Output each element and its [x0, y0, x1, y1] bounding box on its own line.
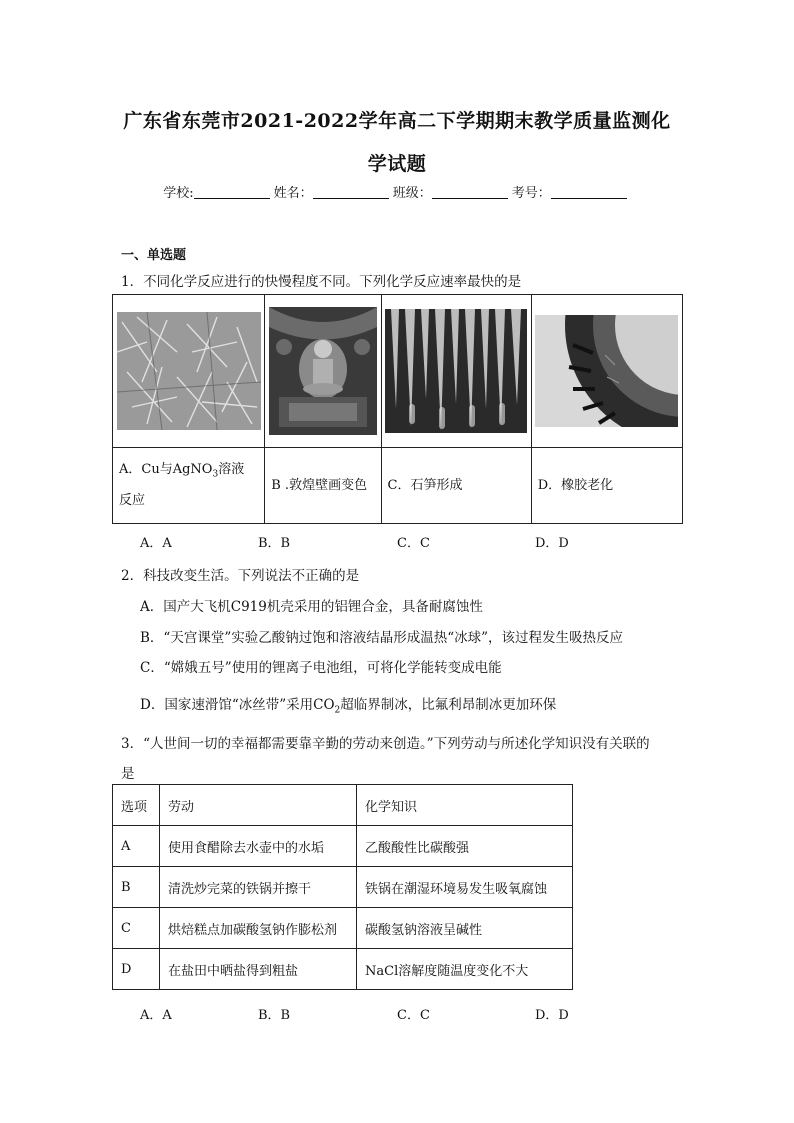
student-info-fields [0, 182, 794, 201]
q1-image-table [112, 294, 683, 524]
q2-option-c[interactable]: C．“嫦娥五号”使用的锂离子电池组，可将化学能转变成电能 [140, 660, 502, 676]
q1-choice-c[interactable]: C．C [397, 536, 430, 551]
q2-stem: 2．科技改变生活。下列说法不正确的是 [121, 568, 360, 584]
dunhuang-mural-image [269, 307, 377, 435]
school-blank [194, 185, 270, 199]
name-blank [313, 185, 389, 199]
q3-stem-line2: 是 [121, 766, 135, 782]
q1-image-cell-a [113, 295, 265, 448]
name-label: 姓名： [273, 186, 313, 201]
exam-number-label: 考号： [511, 186, 551, 201]
exam-title-line1: 广东省东莞市2021-2022学年高二下学期期末教学质量监测化 [123, 110, 671, 132]
q3-stem-line1: 3．“人世间一切的幸福都需要靠辛勤的劳动来创造。”下列劳动与所述化学知识没有关联的 [121, 736, 650, 752]
exam-number-blank [551, 185, 627, 199]
q1-image-cell-d [531, 295, 682, 448]
rubber-tire-image [535, 315, 678, 427]
exam-title-line2: 学试题 [367, 153, 427, 175]
header-labor: 劳动 [160, 785, 357, 826]
school-label: 学校: [163, 186, 194, 201]
q2-option-d[interactable]: D．国家速滑馆“冰丝带”采用$CO_2$超临界制冰，比氟利昂制冰更加环保 [140, 697, 557, 716]
q1-image-cell-b [265, 295, 381, 448]
q1-image-cell-c [381, 295, 531, 448]
q3-table [112, 784, 573, 990]
q3-choice-a[interactable]: A．A [140, 1008, 172, 1023]
q1-choice-a[interactable]: A．A [140, 536, 172, 551]
q1-choice-d[interactable]: D．D [535, 536, 569, 551]
q3-table-header [113, 785, 573, 826]
q1-label-a: A．Cu与AgNO$_3$溶液 反应 [113, 448, 265, 524]
class-label: 班级： [392, 186, 432, 201]
header-knowledge: 化学知识 [357, 785, 573, 826]
q1-label-b: B .敦煌壁画变色 [265, 448, 381, 524]
table-row: D 在盐田中晒盐得到粗盐 NaCl溶解度随温度变化不大 [113, 949, 573, 990]
stalactite-image [385, 309, 527, 433]
table-row: B 清洗炒完菜的铁锅并擦干 铁锅在潮湿环境易发生吸氧腐蚀 [113, 867, 573, 908]
q1-choice-b[interactable]: B．B [258, 536, 291, 551]
section-title: 一、单选题 [121, 248, 187, 263]
class-blank [432, 185, 508, 199]
q3-choice-c[interactable]: C．C [397, 1008, 430, 1023]
table-row: A 使用食醋除去水壶中的水垢 乙酸酸性比碳酸强 [113, 826, 573, 867]
q1-stem: 1．不同化学反应进行的快慢程度不同。下列化学反应速率最快的是 [121, 274, 522, 290]
silver-crystal-image [117, 312, 261, 430]
header-option: 选项 [113, 785, 160, 826]
q1-label-d: D．橡胶老化 [531, 448, 682, 524]
q3-choice-d[interactable]: D．D [535, 1008, 569, 1023]
q2-option-a[interactable]: A．国产大飞机C919机壳采用的铝锂合金，具备耐腐蚀性 [140, 599, 483, 615]
q2-option-b[interactable]: B．“天宫课堂”实验乙酸钠过饱和溶液结晶形成温热“冰球”，该过程发生吸热反应 [140, 630, 624, 646]
q1-label-c: C．石笋形成 [381, 448, 531, 524]
table-row: C 烘焙糕点加碳酸氢钠作膨松剂 碳酸氢钠溶液呈碱性 [113, 908, 573, 949]
q3-choice-b[interactable]: B．B [258, 1008, 291, 1023]
